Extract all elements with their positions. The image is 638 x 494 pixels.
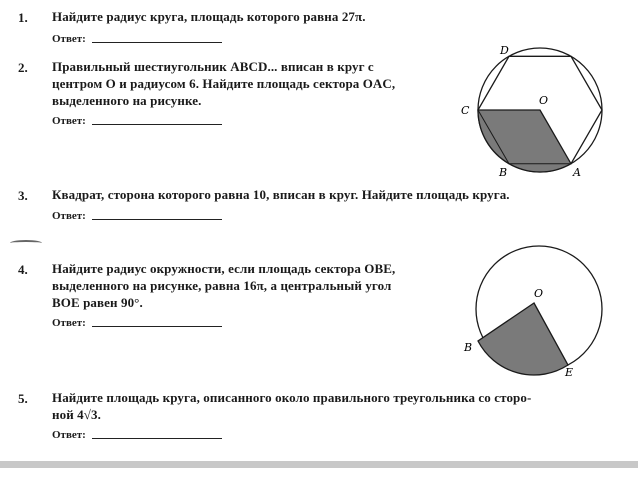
problem-number: 2. bbox=[18, 60, 28, 75]
label-a: A bbox=[573, 166, 581, 179]
answer-label: Ответ: bbox=[52, 33, 86, 45]
answer-line bbox=[92, 438, 222, 439]
answer-label: Ответ: bbox=[52, 115, 86, 127]
label-b: B bbox=[499, 166, 508, 179]
label-o: O bbox=[534, 287, 544, 300]
label-d: D bbox=[500, 44, 509, 57]
circle-sector-figure bbox=[462, 245, 632, 380]
shaded-sector bbox=[478, 110, 571, 172]
problem-text-line-2: ной 4√3. bbox=[52, 407, 101, 422]
page-bottom-divider bbox=[0, 461, 638, 468]
answer-field bbox=[52, 317, 222, 329]
answer-field bbox=[52, 33, 222, 45]
problem-number: 3. bbox=[18, 188, 28, 203]
problem-text-line-3: выделенного на рисунке. bbox=[52, 93, 202, 108]
margin-mark bbox=[10, 240, 42, 246]
problem-text-line-1: Найдите площадь круга, описанного около правильного треугольника со сторо- bbox=[52, 390, 532, 405]
label-c: C bbox=[461, 104, 470, 117]
problem-number: 1. bbox=[18, 10, 28, 25]
answer-label: Ответ: bbox=[52, 317, 86, 329]
answer-field bbox=[52, 429, 222, 441]
answer-line bbox=[92, 219, 222, 220]
problem-number: 4. bbox=[18, 262, 28, 277]
shaded-sector bbox=[478, 303, 568, 375]
problem-text-line-2: центром O и радиусом 6. Найдите площадь сектора OAC, bbox=[52, 76, 396, 91]
answer-label: Ответ: bbox=[52, 429, 86, 441]
label-o: O bbox=[539, 94, 549, 107]
problem-number: 5. bbox=[18, 391, 28, 406]
label-b: B bbox=[464, 341, 473, 354]
answer-field bbox=[52, 210, 222, 222]
problem-text-line-2: выделенного на рисунке, равна 16π, а центральный угол bbox=[52, 278, 392, 293]
answer-line bbox=[92, 42, 222, 43]
problem-text: Найдите радиус круга, площадь которого равна 27π. bbox=[52, 9, 366, 24]
label-e: E bbox=[565, 366, 574, 379]
answer-line bbox=[92, 124, 222, 125]
problem-text-line-3: BOE равен 90°. bbox=[52, 295, 143, 310]
answer-line bbox=[92, 326, 222, 327]
hexagon-figure bbox=[455, 38, 635, 183]
answer-field bbox=[52, 115, 222, 127]
problem-text-line-1: Найдите радиус окружности, если площадь сектора OBE, bbox=[52, 261, 396, 276]
problem-text-line-1: Правильный шестиугольник ABCD... вписан в круг с bbox=[52, 59, 374, 74]
problem-text: Квадрат, сторона которого равна 10, вписан в круг. Найдите площадь круга. bbox=[52, 187, 510, 202]
answer-label: Ответ: bbox=[52, 210, 86, 222]
